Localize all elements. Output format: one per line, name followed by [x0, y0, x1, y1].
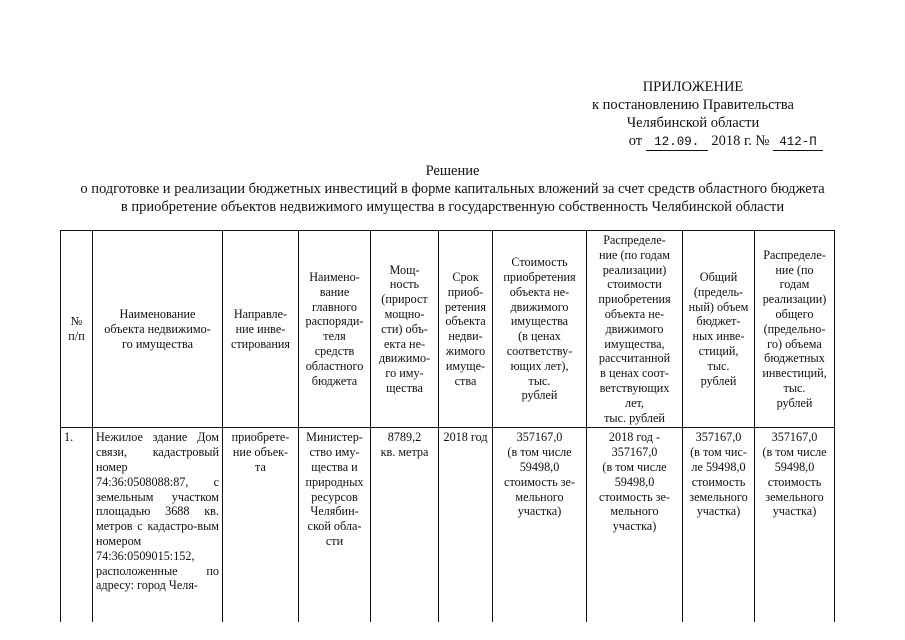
appendix-date-line	[563, 132, 823, 151]
header-investment-distribution: Распределе- ние (по годам реализации) общего (предельно- го) объема бюджетных инвестиций, тыс. рублей	[755, 231, 835, 428]
year-suffix: 2018 г. №	[711, 133, 770, 149]
appendix-line-2: Челябинской области	[626, 115, 760, 131]
header-acquisition-term: Срок приоб- ретения объекта недви- жимого имуще- ства	[439, 231, 493, 428]
cell-capacity: 8789,2 кв. метра	[371, 428, 439, 623]
cell-cost-distribution: 2018 год - 357167,0 (в том числе 59498,0 стоимость зе- мельного участка)	[587, 428, 683, 623]
header-total-investment: Общий (предель- ный) объем бюджет- ных инве- стиций, тыс. рублей	[683, 231, 755, 428]
date-value: 12.09.	[646, 134, 708, 151]
cell-acquisition-term: 2018 год	[439, 428, 493, 623]
table-header-row	[61, 231, 835, 428]
title-line-2: о подготовке и реализации бюджетных инвестиций в форме капитальных вложений за счет средств областного бюджета	[80, 181, 825, 197]
header-capacity: Мощ- ность (прирост мощно- сти) объ- екта не- движимо- го иму- щества	[371, 231, 439, 428]
cell-acquisition-cost: 357167,0 (в том числе 59498,0 стоимость зе- мельного участка)	[493, 428, 587, 623]
header-object-name: Наименование объекта недвижимо- го имущества	[93, 231, 223, 428]
date-prefix: от	[628, 133, 643, 149]
cell-object-name: Нежилое здание Дом связи, кадастровый номер 74:36:0508088:87, с земельным участком площадью 3688 кв. метров с кадастро-вым номером 74:36:0509015:152, расположенные по адресу: город Челя-	[93, 428, 223, 623]
appendix-line-1: к постановлению Правительства	[592, 97, 794, 113]
header-number: № п/п	[61, 231, 93, 428]
header-budget-manager: Наимено- вание главного распоряди- теля средств областного бюджета	[299, 231, 371, 428]
investment-table	[60, 230, 835, 622]
cell-number: 1.	[61, 428, 93, 623]
title-line-1: Решение	[425, 163, 480, 179]
header-acquisition-cost: Стоимость приобретения объекта не- движимого имущества (в ценах соответству- ющих лет), тыс. рублей	[493, 231, 587, 428]
appendix-block	[563, 78, 823, 151]
cell-investment-direction: приобрете- ние объек- та	[223, 428, 299, 623]
resolution-number: 412-П	[773, 134, 823, 151]
cell-budget-manager: Министер- ство иму- щества и природных ресурсов Челябин- ской обла- сти	[299, 428, 371, 623]
title-line-3: в приобретение объектов недвижимого имущества в государственную собственность Челябинской области	[120, 199, 785, 215]
cell-total-investment: 357167,0 (в том чис- ле 59498,0 стоимость земельного участка)	[683, 428, 755, 623]
header-investment-direction: Направле- ние инве- стирования	[223, 231, 299, 428]
document-title	[0, 162, 905, 216]
appendix-heading: ПРИЛОЖЕНИЕ	[642, 79, 744, 95]
table-row	[61, 428, 835, 623]
cell-investment-distribution: 357167,0 (в том числе 59498,0 стоимость земельного участка)	[755, 428, 835, 623]
header-cost-distribution: Распределе- ние (по годам реализации) стоимости приобретения объекта не- движимого имущества, рассчитанной в ценах соот- ветствующих лет, тыс. рублей	[587, 231, 683, 428]
